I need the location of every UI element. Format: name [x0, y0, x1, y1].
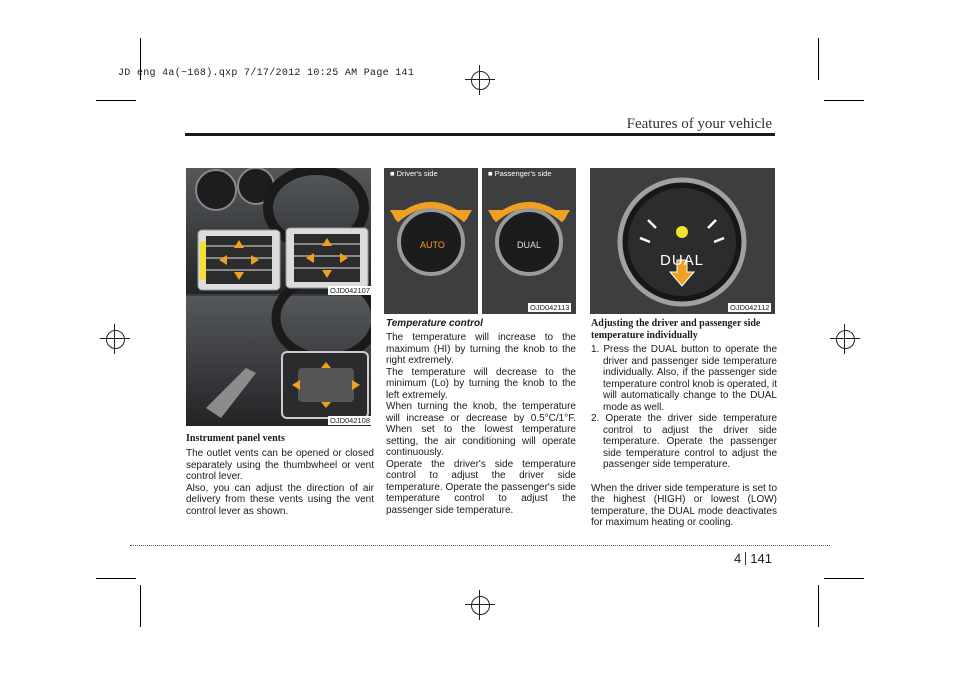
registration-mark-icon: [465, 590, 495, 620]
crop-mark: [96, 100, 136, 101]
crop-mark: [818, 38, 819, 80]
vents-illustration: [186, 168, 371, 426]
registration-mark-icon: [465, 65, 495, 95]
dual-button-figure: [590, 168, 775, 314]
temperature-text-block: [386, 318, 576, 516]
dual-button: DUAL: [660, 252, 705, 269]
dual-paragraph: When the driver side temperature is set to the highest (HIGH) or lowest (LOW) temperature, the DUAL mode deactivates for maximum heating or cooling.: [591, 482, 777, 528]
temperature-paragraph: Operate the driver's side temperature control to adjust the driver side temperature. Operate the passenger's side temperature control to adjust the passenger side temperature.: [386, 458, 576, 516]
registration-mark-icon: [100, 324, 130, 354]
section-number: 4: [734, 551, 742, 566]
crop-mark: [818, 585, 819, 627]
dual-heading: Adjusting the driver and passenger side: [591, 318, 761, 329]
temperature-paragraph: The temperature will increase to the maximum (HI) by turning the knob to the right extremely.: [386, 332, 576, 366]
vents-text-block: [186, 433, 374, 517]
auto-knob-label: AUTO: [420, 240, 445, 250]
page-section-title: Features of your vehicle: [626, 116, 772, 132]
vents-paragraph: The outlet vents can be opened or closed separately using the thumbwheel or vent control lever.: [186, 448, 374, 482]
page-separator: [745, 552, 746, 565]
crop-mark: [140, 585, 141, 627]
list-item: 2. Operate the driver side temperature control to adjust the driver side temperature. Operate the passenger side temperature control to adjust the passenger side temperature.: [591, 413, 777, 470]
driver-side-label: ■ Driver's side: [390, 169, 438, 178]
dual-knob-label: DUAL: [517, 240, 542, 250]
footer-divider: [130, 545, 830, 546]
registration-mark-icon: [830, 324, 860, 354]
page-number: [734, 551, 772, 566]
dual-steps: [591, 344, 777, 471]
knobs-illustration: [384, 168, 576, 314]
passenger-side-label: ■ Passenger's side: [488, 169, 552, 178]
temperature-knobs-figure: [384, 168, 576, 314]
crop-mark: [96, 578, 136, 579]
figure-code: OJD042108: [330, 416, 371, 425]
header-rule: [185, 133, 775, 136]
page-number-value: 141: [750, 551, 772, 566]
figure-code: OJD042113: [530, 303, 570, 312]
figure-code: OJD042107: [330, 286, 371, 295]
temperature-paragraph: The temperature will decrease to the minimum (Lo) by turning the knob to the left extremely.: [386, 366, 576, 401]
vents-heading: Instrument panel vents: [186, 433, 285, 444]
crop-mark: [824, 100, 864, 101]
dual-heading: temperature individually: [591, 330, 698, 341]
print-slug: JD eng 4a(~168).qxp 7/17/2012 10:25 AM Page 141: [118, 68, 415, 79]
temperature-paragraph: When turning the knob, the temperature will increase or decrease by 0.5°C/1°F. When set to the lowest temperature setting, the air conditioning will operate continuously.: [386, 401, 576, 458]
dual-text-block: [591, 318, 777, 529]
figure-code: OJD042112: [730, 303, 770, 312]
vents-paragraph: Also, you can adjust the direction of air delivery from these vents using the vent control lever as shown.: [186, 482, 374, 517]
temperature-heading: Temperature control: [386, 318, 483, 329]
crop-mark: [824, 578, 864, 579]
dual-button-illustration: [590, 168, 775, 314]
list-item: 1. Press the DUAL button to operate the driver and passenger side temperature individually. Also, if the passenger side temperature control knob is operated, it will automatically change to the DUAL mode as well.: [591, 344, 777, 413]
vents-figure: [186, 168, 371, 426]
